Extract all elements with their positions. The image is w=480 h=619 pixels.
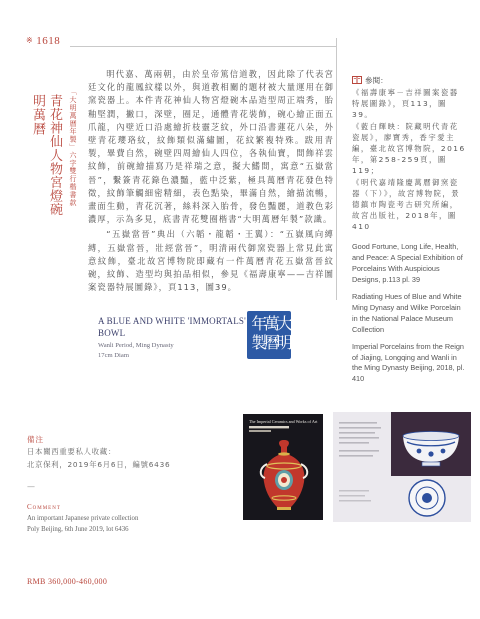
price-estimate: RMB 360,000-460,000 xyxy=(27,577,108,586)
header-rule xyxy=(70,46,336,47)
seal-characters: 大明萬曆年製 xyxy=(248,315,292,353)
description-paragraph: 明代嘉、萬兩朝，由於皇帝篤信道教，因此除了代表宮廷文化的龍鳳紋樣以外，與道教相關的題材被大量運用在御窯瓷器上。本件青花神仙人物宮燈碗本品造型周正端秀，胎釉堅潤，撇口，深壁，圈足，通體青花裝飾，碗心繪正面五爪龍，內壁近口沿處繪折枝靈芝紋，外口沿書蓮花八朵，外壁青花瓔珞紋，紋飾類似滿繡圖，花紋繁複特殊。跋用青製，畢費自然，碗壁四周繪仙人四位，各執仙寶，間飾祥雲紋飾，前碗繪描寫乃是祥瑞之意，擬大鰭間，寓意“五嶽當晉”，繫簽青花錄色濃豔，藍中泛紫，極具萬曆青花發色特徵，紋飾筆觸細密精細，表色點染，畢滿自然，繪描流暢，畫面生動，青花沉著，絲料深入胎骨，發色豔麗，道教色彩濃厚，示為多見，底書青花雙圈楷書“大明萬曆年製”款識。 xyxy=(88,69,334,225)
book-cover-subtitle-mark xyxy=(249,430,271,432)
bowl-interior-view xyxy=(409,480,445,516)
references-label: 參閱： xyxy=(365,75,388,85)
provenance-notes xyxy=(27,434,227,535)
english-size: 17cm Diam xyxy=(98,352,129,359)
provenance-line-en: An important Japanese private collection xyxy=(27,515,139,522)
book-cover-title: The Imperial Ceramics and Works of Art xyxy=(249,419,318,424)
notes-heading-en: Comment xyxy=(27,503,61,511)
lot-number xyxy=(26,35,60,47)
english-period: Wanli Period, Ming Dynasty xyxy=(98,342,174,349)
reference-en: Radiating Hues of Blue and White Ming Dynasy and Wilke Porcelain in the National Palace Museum Collection xyxy=(352,291,462,334)
column-divider xyxy=(336,38,337,300)
lot-marker: ※ xyxy=(26,36,34,45)
notes-divider: — xyxy=(27,482,35,491)
notes-heading-zh: 備注 xyxy=(27,435,44,444)
description-zh xyxy=(88,68,334,294)
reign-seal-mark xyxy=(247,311,291,359)
references-column xyxy=(352,74,466,385)
reference-en: Imperial Porcelains from the Reign of Jiajing, Longqing and Wanli in the Ming Dynasty Beijing, 2018, pl. 410 xyxy=(352,341,465,384)
provenance-line-zh: 北京保利，2019年6月6日，編號6436 xyxy=(27,459,171,469)
english-title-line1: A BLUE AND WHITE 'IMMORTALS' xyxy=(98,316,246,326)
reference-catalog-page xyxy=(333,412,471,522)
chinese-title: 青花神仙人物宮燈碗 xyxy=(48,94,63,217)
reign-mark-note: 「大明萬曆年製」六字雙行楷書款 xyxy=(69,88,77,207)
provenance-line-zh: 日本關西重要私人收藏： xyxy=(27,447,117,456)
description-paragraph: “五嶽當晉”典出（六韜・龍韜・王翼）：“五嶽風向縛縛，五嶽當晉，壯經當晉”，明清兩代御窯瓷器上常見此寓意紋飾，臺北故宮博物院即藏有一件萬曆青花五嶽當晉紋碗，紋飾、造型均與拍品相似，參見《福壽康寧——吉祥圖案瓷器特展圖錄》，頁113，圖39。 xyxy=(88,229,334,293)
references-heading xyxy=(352,74,466,86)
reference-zh: 《藍白輝映：院藏明代青花瓷展》，廖寶秀，香宇愛主編，臺北故宮博物院，2016年，第258-259頁，圖119； xyxy=(352,122,466,175)
reference-book-cover xyxy=(243,414,323,520)
lot-number-value: 1618 xyxy=(36,35,61,47)
book-cover-subtitle-mark xyxy=(249,426,289,428)
provenance-line-en: Poly Beijing, 6th June 2019, lot 6436 xyxy=(27,526,129,533)
reference-zh: 《福壽康寧－吉祥圖案瓷器特展圖錄》，頁113，圖39。 xyxy=(352,88,459,119)
reference-en: Good Fortune, Long Life, Health, and Peace: A Special Exhibition of Porcelains With Auspicious Designs, p.113 pl. 39 xyxy=(352,242,463,285)
reference-zh: 《明代嘉靖隆慶萬曆御窯瓷器（下）》，故宮博物院，景德鎮市陶瓷考古研究所編，故宮出版社，2018年，圖410 xyxy=(352,178,461,231)
chinese-period: 明萬曆 xyxy=(31,94,46,136)
book-icon xyxy=(352,76,362,84)
english-title-line2: BOWL xyxy=(98,328,126,338)
english-title-block xyxy=(98,315,246,361)
